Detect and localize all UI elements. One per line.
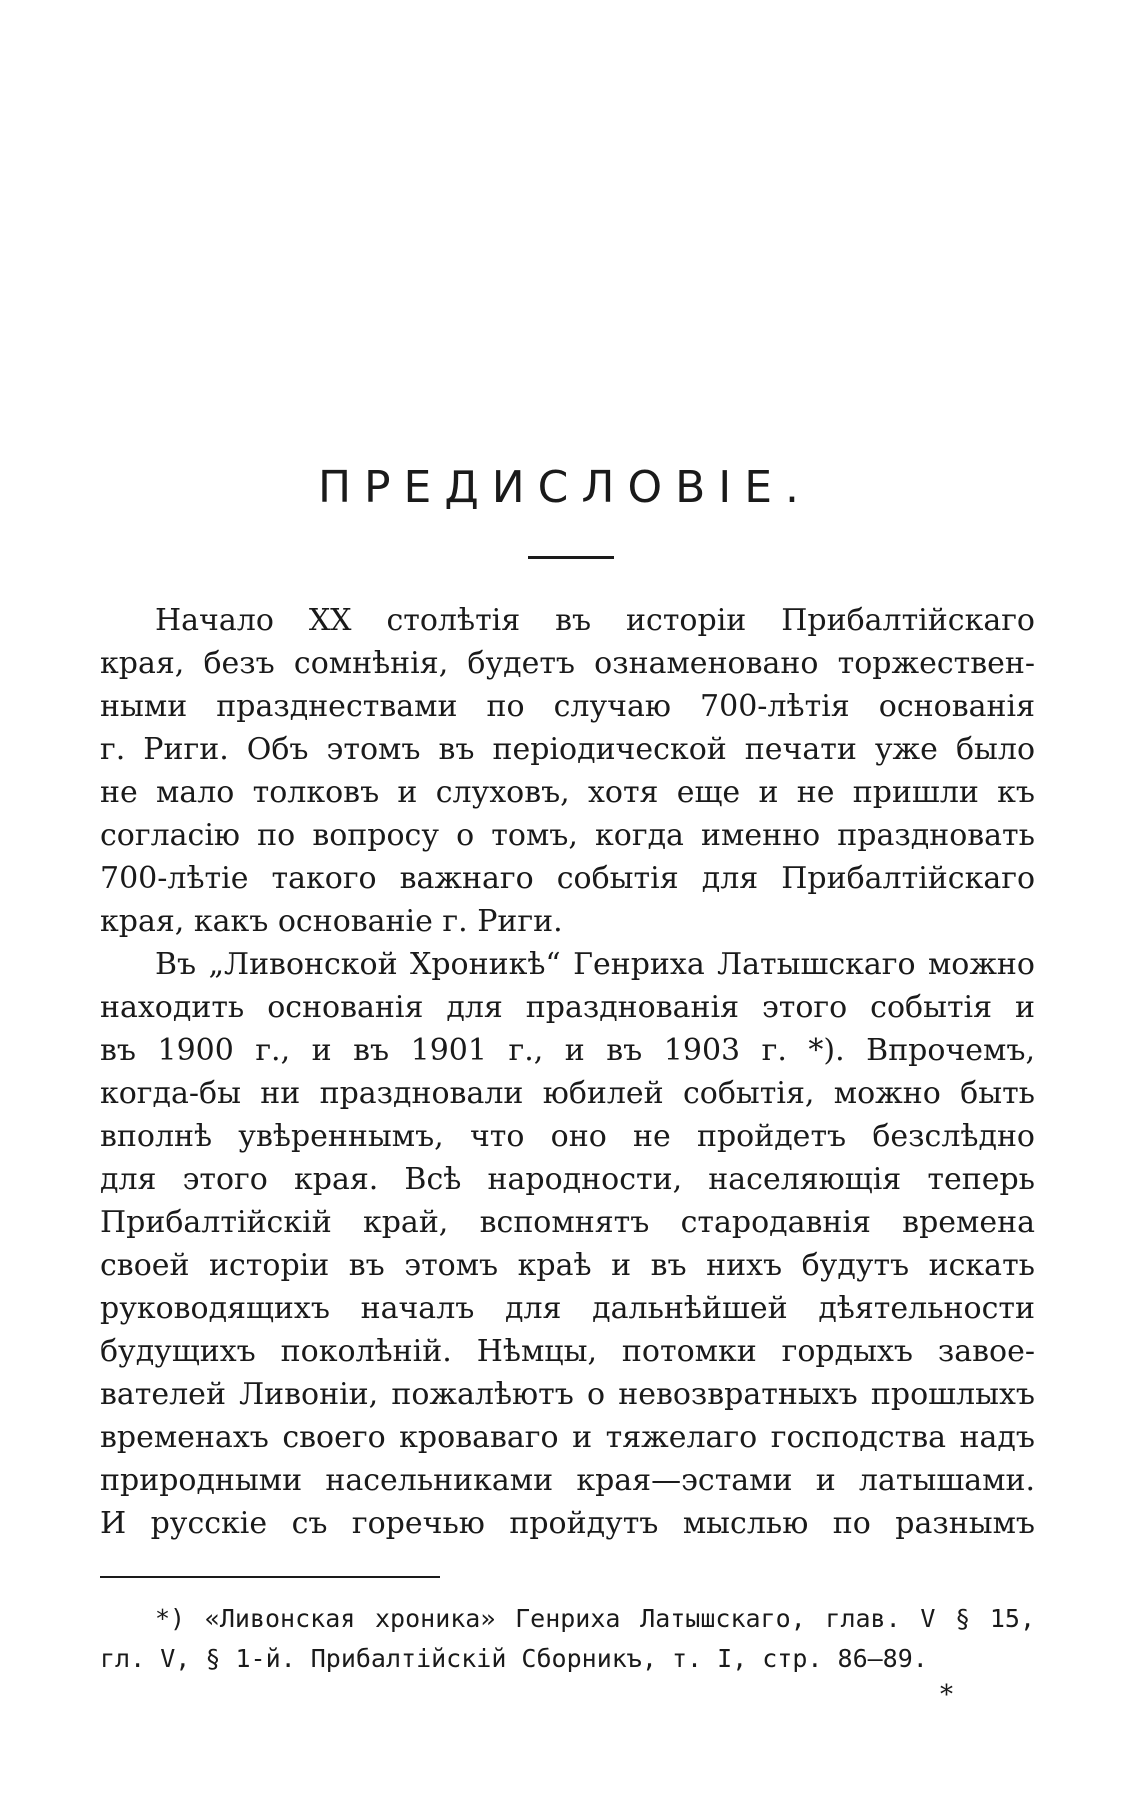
text-line: ными празднествами по случаю 700-лѣтія основанія: [100, 689, 1035, 724]
text-line: руководящихъ началъ для дальнѣйшей дѣятельности: [100, 1291, 1035, 1326]
text-line: не мало толковъ и слуховъ, хотя еще и не пришли къ: [100, 775, 1035, 810]
text-line: вполнѣ увѣреннымъ, что оно не пройдетъ безслѣдно: [100, 1119, 1035, 1154]
signature-mark: *: [940, 1680, 953, 1710]
footnote: [100, 1599, 1035, 1679]
text-line: края, безъ сомнѣнія, будетъ ознаменовано торжествен-: [100, 646, 1035, 681]
footnote-line: *) «Ливонская хроника» Генриха Латышскаго, глав. V § 15,: [155, 1604, 1035, 1633]
footnote-line: гл. V, § 1-й. Прибалтійскій Сборникъ, т. I, стр. 86—89.: [100, 1644, 928, 1673]
text-line: находить основанія для празднованія этого событія и: [100, 990, 1035, 1025]
text-line: Въ „Ливонской Хроникѣ“ Генриха Латышскаго можно: [155, 947, 1035, 982]
text-line: будущихъ поколѣній. Нѣмцы, потомки гордыхъ завое-: [100, 1334, 1035, 1369]
text-line: временахъ своего кроваваго и тяжелаго господства надъ: [100, 1420, 1035, 1455]
text-line: природными насельниками края—эстами и латышами.: [100, 1463, 1035, 1498]
text-line: вателей Ливоніи, пожалѣютъ о невозвратныхъ прошлыхъ: [100, 1377, 1035, 1412]
title-divider: [528, 556, 614, 559]
text-line: согласію по вопросу о томъ, когда именно праздновать: [100, 818, 1035, 853]
text-line: въ 1900 г., и въ 1901 г., и въ 1903 г. *). Впрочемъ,: [100, 1033, 1035, 1068]
text-line: края, какъ основаніе г. Риги.: [100, 904, 563, 939]
footnote-divider: [100, 1576, 440, 1578]
text-line: И русскіе съ горечью пройдутъ мыслью по разнымъ: [100, 1506, 1035, 1541]
text-line: для этого края. Всѣ народности, населяющія теперь: [100, 1162, 1035, 1197]
page-title: ПРЕДИСЛОВІЕ.: [317, 462, 813, 513]
text-line: своей исторіи въ этомъ краѣ и въ нихъ будутъ искать: [100, 1248, 1035, 1283]
body-text: [100, 599, 1035, 1545]
text-line: г. Риги. Объ этомъ въ періодической печати уже было: [100, 732, 1035, 767]
text-line: Прибалтійскій край, вспомнятъ стародавнія времена: [100, 1205, 1035, 1240]
text-line: 700-лѣтіе такого важнаго событія для Прибалтійскаго: [100, 861, 1035, 896]
text-line: Начало XX столѣтія въ исторіи Прибалтійскаго: [155, 603, 1035, 638]
text-line: когда-бы ни праздновали юбилей событія, можно быть: [100, 1076, 1035, 1111]
